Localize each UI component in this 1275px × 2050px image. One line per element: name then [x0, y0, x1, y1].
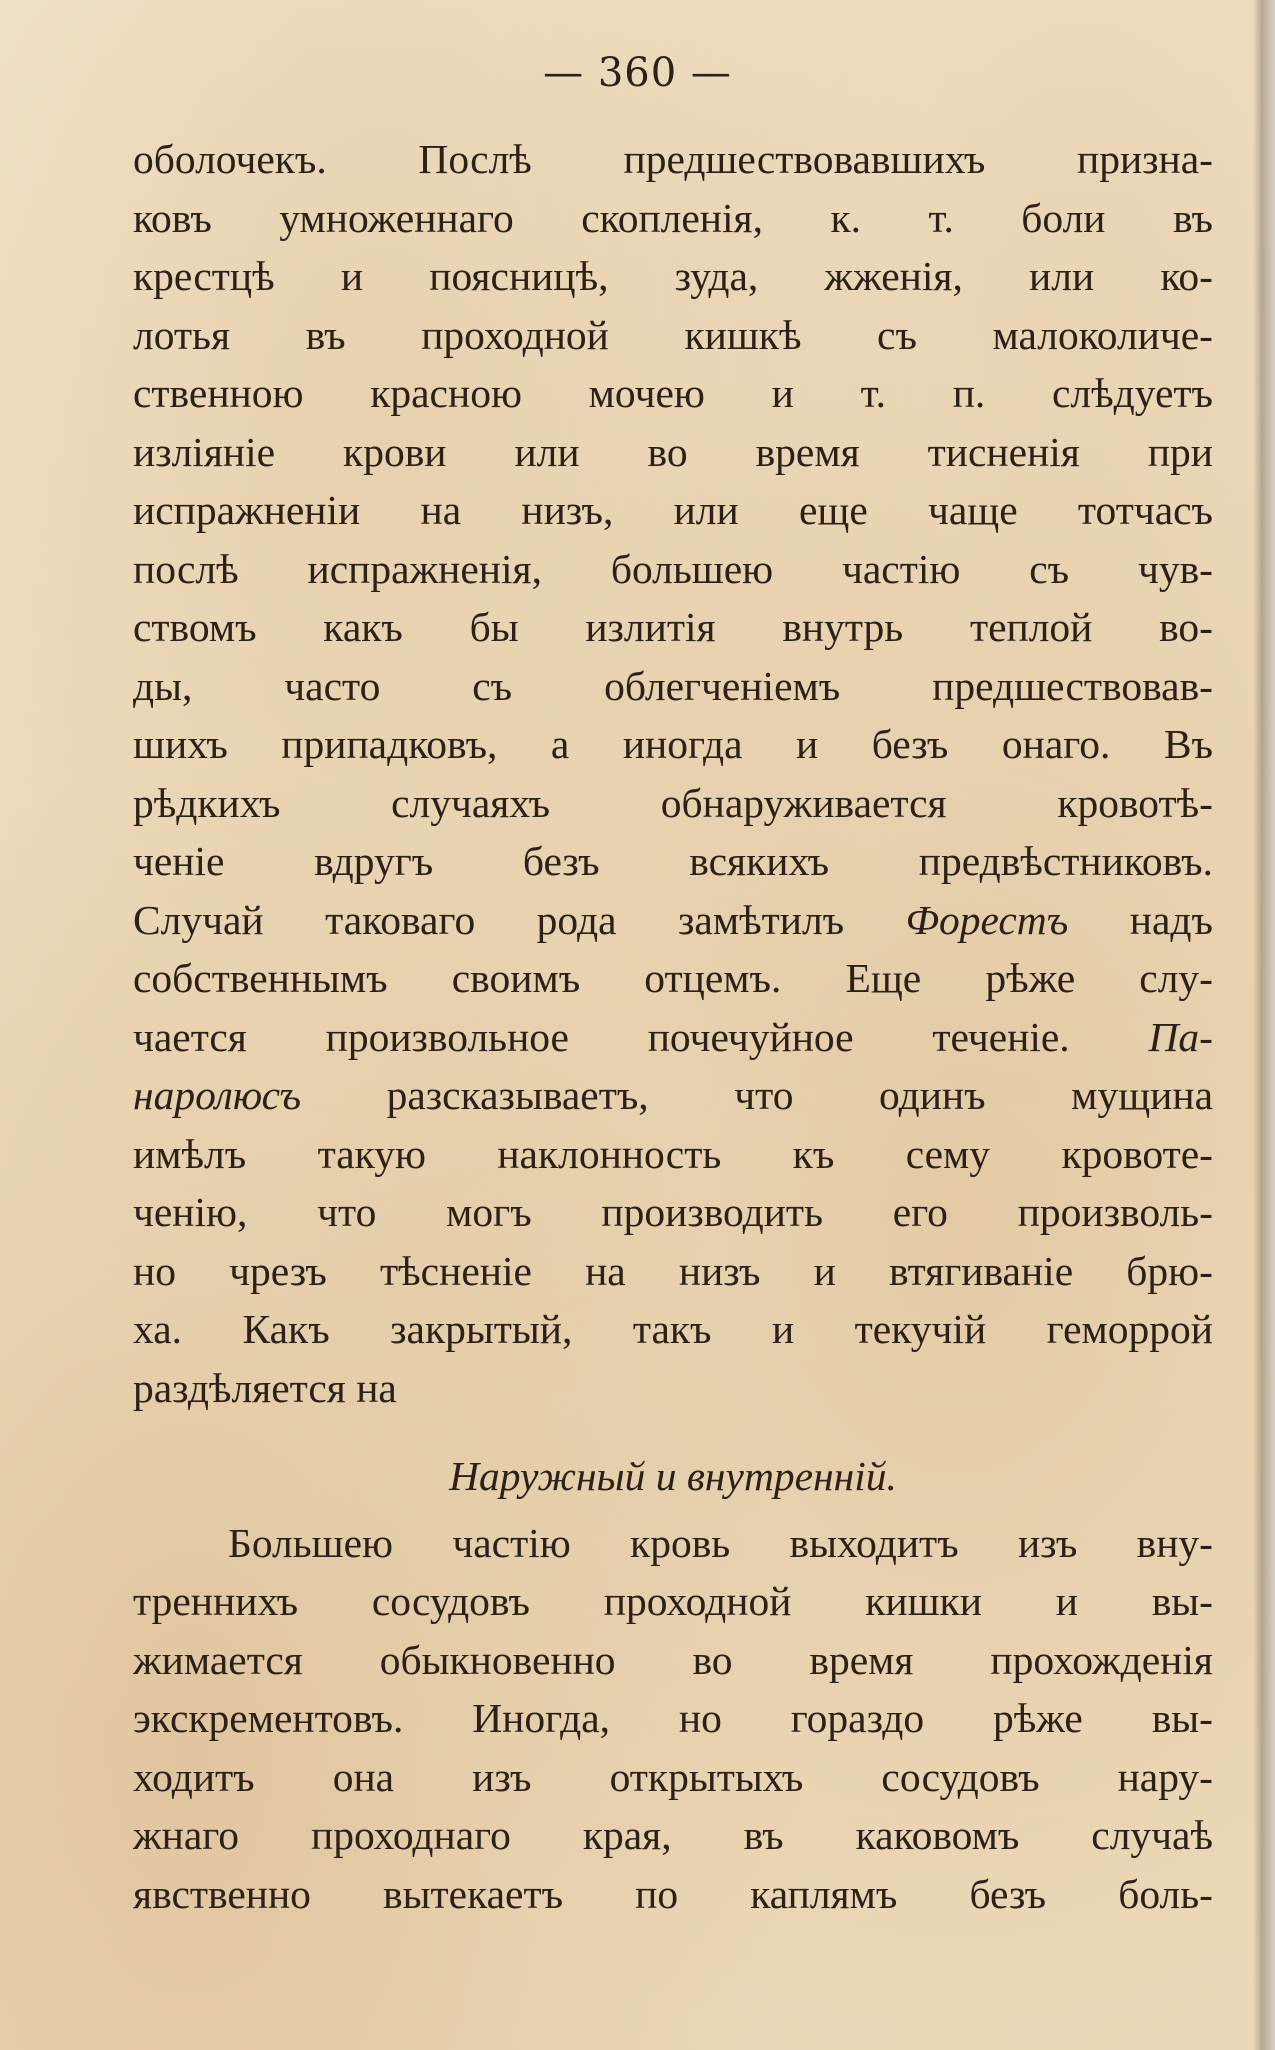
text-line: жимается обыкновенно во время прохожденія	[133, 1636, 1213, 1683]
text-line: ченіе вдругъ безъ всякихъ предвѣстниковъ.	[133, 838, 1213, 884]
text-line: Большею частію кровь выходитъ изъ вну-	[228, 1519, 1213, 1566]
text-line: испражненіи на низъ, или еще чаще тотчасъ	[133, 487, 1213, 533]
text-line: ковъ умноженнаго скопленія, к. т. боли въ	[133, 194, 1213, 241]
text-line: послѣ испражненія, большею частію съ чув-	[133, 545, 1213, 592]
text-line: ха. Какъ закрытый, такъ и текучій геморрой	[133, 1306, 1213, 1352]
text-line: оболочекъ. Послѣ предшествовавшихъ призна-	[133, 136, 1213, 182]
text-line: изліяніе крови или во время тисненія при	[133, 428, 1213, 475]
text-line	[133, 891, 1213, 950]
text-line: треннихъ сосудовъ проходной кишки и вы-	[133, 1578, 1213, 1624]
text-line: экскрементовъ. Иногда, но гораздо рѣже вы-	[133, 1695, 1213, 1741]
text-line: крестцѣ и поясницѣ, зуда, жженія, или ко-	[133, 253, 1213, 299]
text-line: ченію, что могъ производить его произволь-	[133, 1189, 1213, 1235]
page-edge-shadow	[1253, 0, 1275, 2050]
section-heading: Наружный и внутренній.	[449, 1453, 897, 1499]
text-line: явственно вытекаетъ по каплямъ безъ боль-	[133, 1870, 1213, 1917]
text-line: рѣдкихъ случаяхъ обнаруживается кровотѣ-	[133, 779, 1213, 826]
body-text	[133, 130, 1213, 1923]
person-name-panarolus-part1: Па-	[1148, 1013, 1213, 1060]
person-name-forest: Форестъ	[905, 896, 1069, 943]
person-name-panarolus-part2: наролюсъ	[133, 1072, 302, 1118]
text-line: ходитъ она изъ открытыхъ сосудовъ нару-	[133, 1753, 1213, 1800]
text-line: раздѣляется на	[133, 1364, 397, 1411]
text-line	[133, 1066, 1213, 1125]
text-line: имѣлъ такую наклонность къ сему кровоте-	[133, 1130, 1213, 1177]
page-number: — 360 —	[543, 50, 732, 96]
text-span: надъ	[1068, 896, 1213, 943]
text-span: Случай таковаго рода замѣтилъ	[133, 896, 906, 943]
text-span: разсказываетъ, что одинъ мущина	[301, 1072, 1213, 1118]
text-line: жнаго проходнаго края, въ каковомъ случаѣ	[133, 1812, 1213, 1858]
text-line: ствомъ какъ бы излитія внутрь теплой во-	[133, 604, 1213, 650]
text-line: лотья въ проходной кишкѣ съ малоколиче-	[133, 311, 1213, 358]
text-line: собственнымъ своимъ отцемъ. Еще рѣже слу-	[133, 955, 1213, 1001]
text-line: но чрезъ тѣсненіе на низъ и втягиваніе брю-	[133, 1247, 1213, 1294]
text-line	[133, 1008, 1213, 1067]
text-span: чается произвольное почечуйное теченіе.	[133, 1013, 1149, 1060]
text-line: ственною красною мочею и т. п. слѣдуетъ	[133, 370, 1213, 416]
text-line: шихъ припадковъ, а иногда и безъ онаго. Въ	[133, 721, 1213, 767]
text-line: ды, часто съ облегченіемъ предшествовав-	[133, 662, 1213, 709]
